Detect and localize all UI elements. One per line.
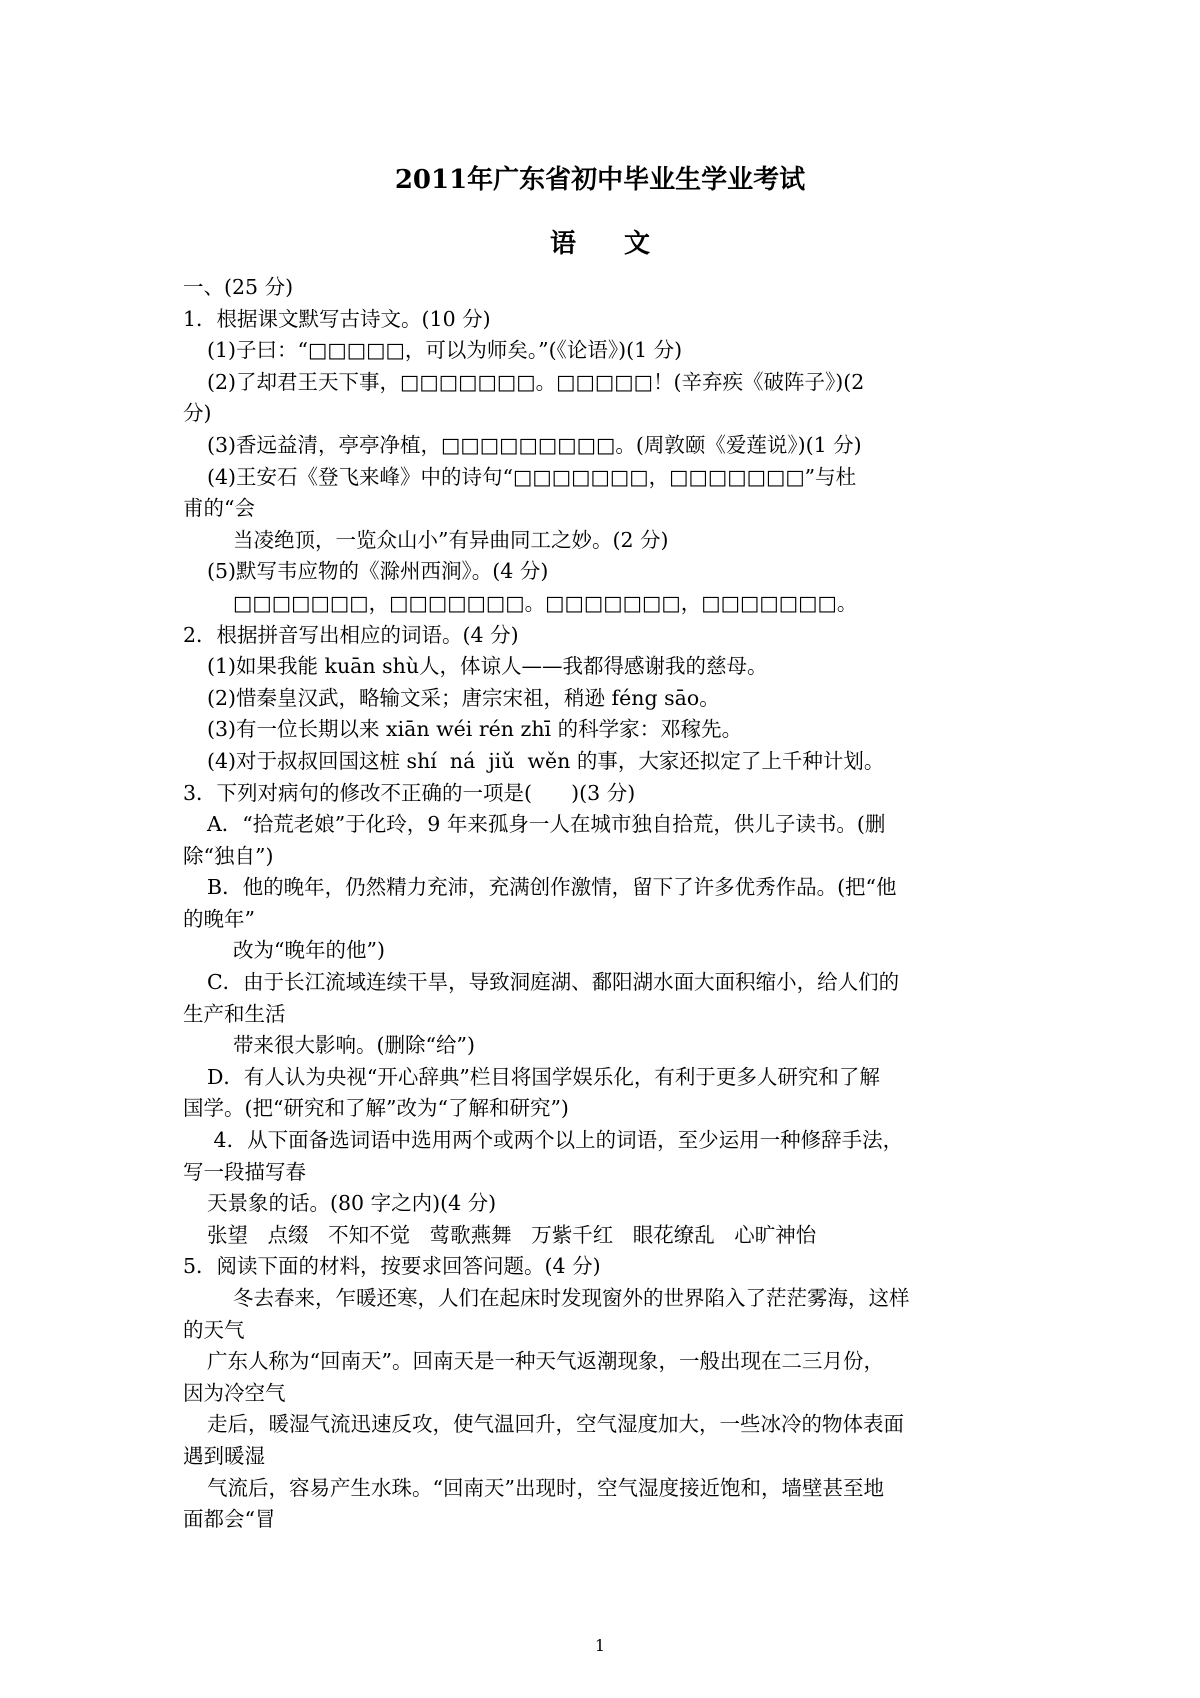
text-line: 分) xyxy=(183,401,212,426)
text-line: 冬去春来，乍暖还寒，人们在起床时发现窗外的世界陷入了茫茫雾海，这样 xyxy=(233,1286,910,1310)
text-line: 3．下列对病句的修改不正确的一项是( )(3 分) xyxy=(183,780,636,805)
text-line: 生产和生活 xyxy=(183,1001,286,1026)
text-line: (4)王安石《登飞来峰》中的诗句“□□□□□□□，□□□□□□□”与杜 xyxy=(207,464,857,489)
text-line: A．“拾荒老娘”于化玲，9 年来孤身一人在城市独自拾荒，供儿子读书。(删 xyxy=(207,812,886,837)
text-line: 2．根据拼音写出相应的词语。(4 分) xyxy=(183,622,519,647)
text-line: 广东人称为“回南天”。回南天是一种天气返潮现象，一般出现在二三月份， xyxy=(207,1349,884,1374)
text-line: 1．根据课文默写古诗文。(10 分) xyxy=(183,306,491,331)
text-line: B．他的晚年，仍然精力充沛，充满创作激情，留下了许多优秀作品。(把“他 xyxy=(207,875,897,900)
text-line: 写一段描写春 xyxy=(183,1159,306,1184)
text-line: 走后，暖湿气流迅速反攻，使气温回升，空气湿度加大，一些冰冷的物体表面 xyxy=(207,1412,904,1437)
text-line: □□□□□□□，□□□□□□□。□□□□□□□，□□□□□□□。 xyxy=(233,590,858,615)
text-line: D．有人认为央视“开心辞典”栏目将国学娱乐化，有利于更多人研究和了解 xyxy=(207,1064,880,1089)
text-line: 一、(25 分) xyxy=(183,275,294,299)
text-line: 因为冷空气 xyxy=(183,1380,286,1405)
text-line: 的天气 xyxy=(183,1317,245,1342)
text-line: (5)默写韦应物的《滁州西涧》。(4 分) xyxy=(207,559,549,584)
text-line: 面都会“冒 xyxy=(183,1507,276,1532)
text-line: 除“独自”) xyxy=(183,843,274,868)
page-number: 1 xyxy=(594,1636,606,1655)
exam-body xyxy=(183,272,1023,1536)
text-line: 当凌绝顶，一览众山小”有异曲同工之妙。(2 分) xyxy=(233,527,669,552)
text-line: C．由于长江流域连续干旱，导致洞庭湖、鄱阳湖水面大面积缩小，给人们的 xyxy=(207,970,900,995)
text-line: (3)香远益清，亭亭净植，□□□□□□□□□。(周敦颐《爱莲说》)(1 分) xyxy=(207,432,862,457)
text-line: 气流后，容易产生水珠。“回南天”出现时，空气湿度接近饱和，墙壁甚至地 xyxy=(207,1475,884,1500)
subject-heading: 语文 xyxy=(549,229,698,259)
text-line: (2)惜秦皇汉武，略输文采；唐宗宋祖，稍逊 féng sāo。 xyxy=(207,685,720,710)
text-line: (3)有一位长期以来 xiān wéi rén zhī 的科学家：邓稼先。 xyxy=(207,717,743,742)
text-line: (1)如果我能 kuān shù人，体谅人——我都得感谢我的慈母。 xyxy=(207,654,768,679)
text-line: 带来很大影响。(删除“给”) xyxy=(233,1033,475,1058)
text-line: (1)子曰：“□□□□□，可以为师矣。”(《论语》)(1 分) xyxy=(207,338,683,363)
text-line: 的晚年” xyxy=(183,906,255,931)
text-line: 5．阅读下面的材料，按要求回答问题。(4 分) xyxy=(183,1254,601,1279)
text-line: 张望 点缀 不知不觉 莺歌燕舞 万紫千红 眼花缭乱 心旷神怡 xyxy=(207,1222,817,1247)
exam-title: 2011年广东省初中毕业生学业考试 xyxy=(394,165,806,195)
text-line: (4)对于叔叔回国这桩 shí ná jiǔ wěn 的事，大家还拟定了上千种计划。 xyxy=(207,748,885,773)
text-line: 国学。(把“研究和了解”改为“了解和研究”) xyxy=(183,1096,569,1121)
text-line: 遇到暖湿 xyxy=(183,1443,265,1468)
text-line: (2)了却君王天下事，□□□□□□□。□□□□□！(辛弃疾《破阵子》)(2 xyxy=(207,369,865,394)
text-line: 改为“晚年的他”) xyxy=(233,938,385,963)
text-line: 4．从下面备选词语中选用两个或两个以上的词语，至少运用一种修辞手法， xyxy=(207,1128,904,1153)
text-line: 天景象的话。(80 字之内)(4 分) xyxy=(207,1191,497,1216)
text-line: 甫的“会 xyxy=(183,496,255,521)
